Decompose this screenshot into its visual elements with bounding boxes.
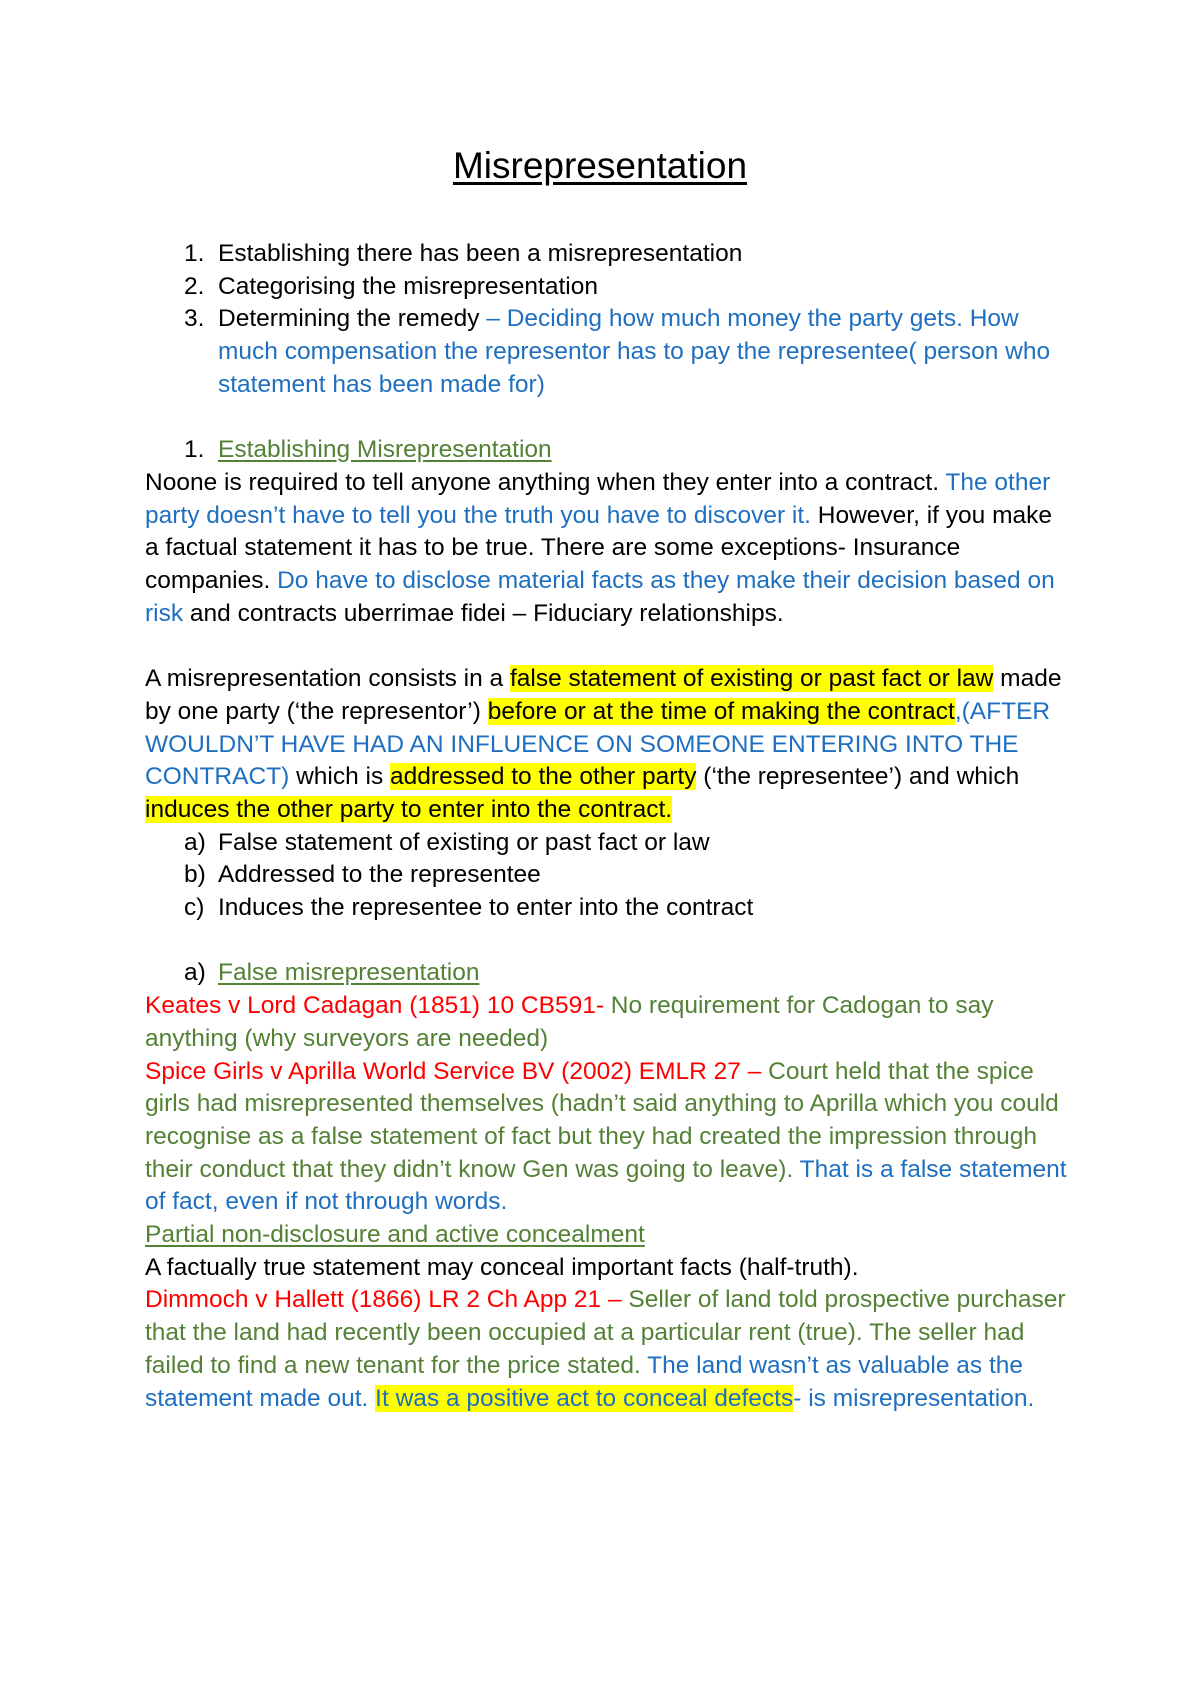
case-spice-girls: Spice Girls v Aprilla World Service BV (2002) EMLR 27 – Court held that the spice girls had misrepresented themselves (hadn’t said anything to Aprilla which you could recognise as a false statement of fact but they had created the impression through their conduct that they didn’t know Gen was going to leave). That is a false statement of fact, even if not through words. — [145, 1057, 1067, 1216]
document-body — [145, 238, 1070, 1415]
highlight: induces the other party to enter into the contract. — [145, 795, 673, 823]
section-1-heading: 1. Establishing Misrepresentation — [145, 434, 1070, 467]
subsection-a-heading: a) False misrepresentation — [184, 959, 480, 987]
list-marker: 1. — [184, 240, 205, 267]
overview-item-2: 2. Categorising the misrepresentation — [145, 271, 1070, 304]
element-item: c) Induces the representee to enter into the contract — [184, 894, 754, 922]
highlight: addressed to the other party — [390, 763, 697, 791]
partial-intro: A factually true statement may conceal important facts (half-truth). — [145, 1253, 859, 1281]
page-title: Misrepresentation — [452, 145, 748, 186]
partial-heading: Partial non-disclosure and active concealment — [145, 1221, 645, 1249]
case-dimmoch: Dimmoch v Hallett (1866) LR 2 Ch App 21 – Seller of land told prospective purchaser that the land had recently been occupied at a particular rent (true). The seller had failed to find a new tenant for the price stated. The land wasn’t as valuable as the statement made out. It was a positive act to conceal defects- is misrepresentation. — [145, 1286, 1066, 1412]
case-name: Keates v Lord Cadagan (1851) 10 CB591- — [145, 992, 604, 1020]
list-marker: 2. — [184, 272, 205, 300]
element-item: b) Addressed to the representee — [184, 861, 541, 889]
highlight: before or at the time of making the contract — [487, 697, 955, 725]
remedy-note: – Deciding how much money the party gets. How much compensation the representor has to pay the representee( person who statement has been made for) — [218, 305, 1051, 398]
case-name: Spice Girls v Aprilla World Service BV (2002) EMLR 27 – — [145, 1057, 762, 1085]
case-name: Dimmoch v Hallett (1866) LR 2 Ch App 21 – — [145, 1286, 622, 1314]
highlight: false statement of existing or past fact or law — [509, 665, 994, 693]
section-1-paragraph: Noone is required to tell anyone anything when they enter into a contract. The other party doesn’t have to tell you the truth you have to discover it. However, if you make a factual statement it has to be true. There are some exceptions- Insurance companies. Do have to disclose material facts as they make their decision based on risk and contracts uberrimae fidei – Fiduciary relationships. — [145, 468, 1055, 627]
definition-paragraph: A misrepresentation consists in a false statement of existing or past fact or law made by one party (‘the representor’) before or at the time of making the contract,(AFTER WOULDN’T HAVE HAD AN INFLUENCE ON SOMEONE ENTERING INTO THE CONTRACT) which is addressed to the other party (‘the representee’) and which induces the other party to enter into the contract. — [145, 665, 1062, 823]
overview-item-3: 3. Determining the remedy – Deciding how much money the party gets. How much compensation the representor has to pay the representee( person who statement has been made for) — [184, 305, 1051, 398]
highlight: It was a positive act to conceal defects — [375, 1384, 794, 1412]
case-keates: Keates v Lord Cadagan (1851) 10 CB591- No requirement for Cadogan to say anything (why surveyors are needed) — [145, 992, 994, 1052]
list-marker: 1. — [184, 436, 205, 464]
overview-item-1: 1. Establishing there has been a misrepresentation — [145, 238, 1070, 271]
element-item: a) False statement of existing or past fact or law — [184, 828, 710, 856]
list-marker: 3. — [184, 305, 205, 333]
